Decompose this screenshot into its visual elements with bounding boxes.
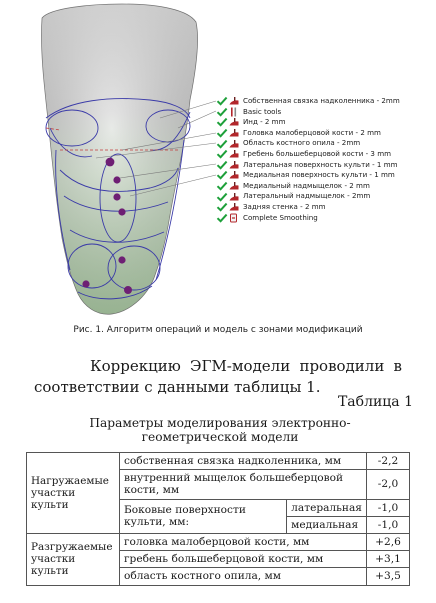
sculpt-tool-icon: [228, 170, 240, 180]
operation-label: Собственная связка надколенника - 2mm: [243, 96, 400, 105]
table-row: [27, 534, 410, 551]
check-icon: [216, 192, 228, 202]
check-icon: [216, 149, 228, 159]
sculpt-tool-icon: [228, 192, 240, 202]
check-icon: [216, 96, 228, 106]
value-cell: -2,0: [367, 470, 410, 499]
param-cell: медиальная: [287, 516, 367, 533]
stump-body: [41, 4, 197, 314]
table-row: [27, 453, 410, 470]
figure-caption: Рис. 1. Алгоритм операций и модель с зонами модификаций: [73, 325, 363, 335]
value-cell: +3,5: [367, 568, 410, 585]
operation-item[interactable]: [216, 213, 431, 224]
operation-item[interactable]: [216, 107, 431, 118]
sculpt-tool-icon: [228, 139, 240, 149]
check-icon: [216, 117, 228, 127]
loaded-group-cell: Нагружаемые участки культи: [27, 453, 120, 534]
sculpt-tool-icon: [228, 149, 240, 159]
operation-label: Медиальная поверхность культи - 1 mm: [243, 170, 395, 180]
sculpt-tool-icon: [228, 96, 240, 106]
param-cell: гребень большеберцовой кости, мм: [120, 551, 367, 568]
check-icon: [216, 128, 228, 138]
smoothing-icon: [228, 213, 240, 223]
operation-item[interactable]: [216, 170, 431, 181]
sculpt-tool-icon: [228, 160, 240, 170]
check-icon: [216, 170, 228, 180]
check-icon: [216, 107, 228, 117]
sculpt-tool-icon: [228, 202, 240, 212]
lateral-surfaces-cell: Боковые поверхности культи, мм:: [120, 499, 287, 533]
operation-item[interactable]: [216, 202, 431, 213]
check-icon: [216, 213, 228, 223]
sculpt-tool-icon: [228, 181, 240, 191]
operation-label: Инд - 2 mm: [243, 117, 286, 127]
table-number: Таблица 1: [337, 394, 413, 410]
value-cell: +2,6: [367, 534, 410, 551]
check-icon: [216, 181, 228, 191]
operation-label: Complete Smoothing: [243, 212, 318, 222]
operation-label: Головка малоберцовой кости - 2 mm: [243, 127, 381, 137]
operation-label: Латеральный надмыщелок - 2mm: [243, 191, 371, 201]
parameters-table: [26, 452, 410, 586]
param-cell: область костного опила, мм: [120, 568, 367, 585]
sculpt-tool-icon: [228, 117, 240, 127]
operation-item[interactable]: [216, 117, 431, 128]
param-cell: латеральная: [287, 499, 367, 516]
param-cell: собственная связка надколенника, мм: [120, 453, 367, 470]
operation-label: Гребень большеберцовой кости - 3 mm: [243, 148, 392, 158]
operation-label: Область костного опила - 2mm: [243, 138, 361, 148]
param-cell: головка малоберцовой кости, мм: [120, 534, 367, 551]
operation-item[interactable]: [216, 160, 431, 171]
unloaded-group-cell: Разгружаемые участки культи: [27, 534, 120, 586]
operation-item[interactable]: [216, 128, 431, 139]
param-cell: внутренний мыщелок большеберцовой кости, мм: [120, 470, 367, 499]
operation-item[interactable]: [216, 181, 431, 192]
basic-tools-icon: [228, 107, 240, 117]
check-icon: [216, 202, 228, 212]
operation-label: Basic tools: [243, 106, 282, 116]
check-icon: [216, 139, 228, 149]
operations-list: [216, 96, 431, 223]
table-title: Параметры моделирования электронно-геометрической модели: [89, 416, 351, 444]
value-cell: -1,0: [367, 499, 410, 516]
operation-label: Медиальный надмыщелок - 2 mm: [243, 180, 370, 190]
value-cell: -1,0: [367, 516, 410, 533]
operation-item[interactable]: [216, 96, 431, 107]
body-paragraph: Коррекцию ЭГМ-модели проводили в соответствии с данными таблицы 1.: [34, 357, 402, 396]
check-icon: [216, 160, 228, 170]
value-cell: -2,2: [367, 453, 410, 470]
operation-item[interactable]: [216, 191, 431, 202]
value-cell: +3,1: [367, 551, 410, 568]
sculpt-tool-icon: [228, 128, 240, 138]
operation-item[interactable]: [216, 138, 431, 149]
operation-label: Латеральная поверхность культи - 1 mm: [243, 159, 398, 169]
operation-item[interactable]: [216, 149, 431, 160]
operation-label: Задняя стенка - 2 mm: [243, 201, 326, 211]
